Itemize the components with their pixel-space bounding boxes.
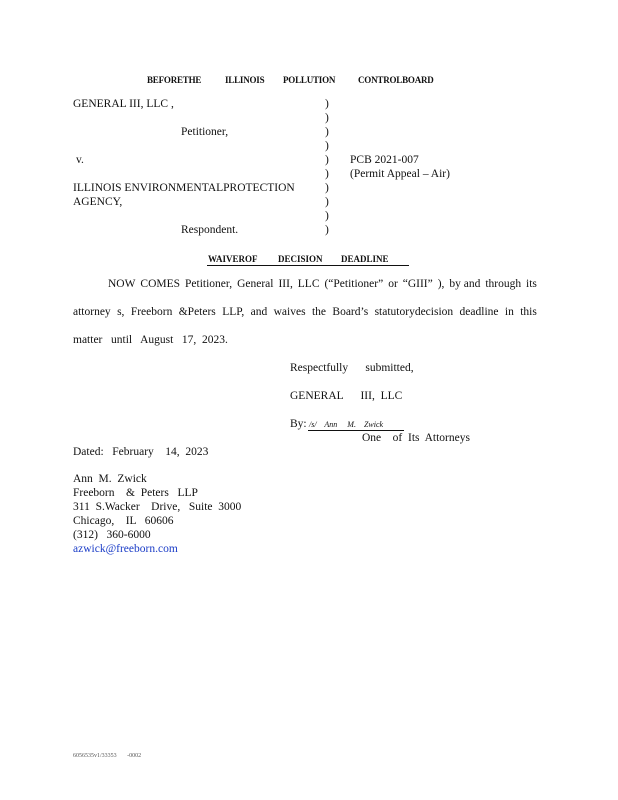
body-word: deadline [459, 306, 499, 318]
contact-email-link[interactable]: azwick@freeborn.com [73, 543, 178, 555]
contact-name: Ann M. Zwick [73, 473, 147, 485]
body-word: this [520, 306, 537, 318]
by-label: By: [290, 418, 307, 430]
title-word-3: DEADLINE [341, 254, 389, 264]
body-word: through [485, 278, 522, 290]
body-word: Board’s [332, 306, 369, 318]
caption-paren: ) [325, 140, 329, 152]
caption-paren: ) [325, 168, 329, 180]
body-word: NOW [108, 278, 136, 290]
body-word: Freeborn [130, 306, 173, 318]
respondent-name-line2: AGENCY, [73, 196, 123, 208]
body-word: waives [273, 306, 306, 318]
case-number: PCB 2021-007 [350, 154, 419, 166]
caption-paren: ) [325, 112, 329, 124]
title-word-1: WAIVEROF [208, 254, 258, 264]
body-word: General [237, 278, 274, 290]
contact-address: 311 S.Wacker Drive, Suite 3000 [73, 501, 242, 513]
attorney-of: One of Its Attorneys [362, 432, 470, 444]
body-word: LLC [297, 278, 320, 290]
body-word: (“Petitioner” [324, 278, 384, 290]
body-word: by and [449, 278, 481, 290]
body-word: the [311, 306, 327, 318]
body-line-1 [108, 278, 537, 290]
body-line-3: matter until August 17, 2023. [73, 334, 228, 346]
title-word-2: DECISION [278, 254, 323, 264]
body-word: &Peters [178, 306, 216, 318]
electronic-signature: /s/ Ann M. Zwick [309, 420, 384, 429]
petitioner-role: Petitioner, [181, 126, 229, 138]
case-type: (Permit Appeal – Air) [350, 168, 450, 180]
header-word-3: POLLUTION [283, 75, 336, 85]
contact-firm: Freeborn & Peters LLP [73, 487, 198, 499]
caption-paren: ) [325, 126, 329, 138]
respondent-name-line1: ILLINOIS ENVIRONMENTALPROTECTION [73, 182, 295, 194]
body-word: its [526, 278, 537, 290]
body-word: s, [117, 306, 125, 318]
contact-city: Chicago, IL 60606 [73, 515, 174, 527]
signing-company: GENERAL III, LLC [290, 390, 403, 402]
body-word: Petitioner, [185, 278, 233, 290]
caption-paren: ) [325, 196, 329, 208]
body-word: and [250, 306, 268, 318]
body-word: LLP, [222, 306, 245, 318]
body-word: III, [278, 278, 293, 290]
closing: Respectfully submitted, [290, 362, 414, 374]
header-word-4: CONTROLBOARD [358, 75, 434, 85]
caption-paren: ) [325, 224, 329, 236]
caption-paren: ) [325, 182, 329, 194]
versus: v. [76, 154, 84, 166]
body-word: “GIII” [402, 278, 433, 290]
caption-paren: ) [325, 98, 329, 110]
body-line-2 [73, 306, 537, 318]
header-word-1: BEFORETHE [147, 75, 202, 85]
body-word: attorney [73, 306, 111, 318]
petitioner-name: GENERAL III, LLC , [73, 98, 174, 110]
signature-line [308, 430, 404, 431]
document-id-footer: 6056535v1/33353 -0002 [73, 753, 142, 759]
header-word-2: ILLINOIS [225, 75, 265, 85]
body-word: in [504, 306, 514, 318]
body-word: or [388, 278, 398, 290]
body-word: statutorydecision [374, 306, 454, 318]
caption-paren: ) [325, 210, 329, 222]
respondent-role: Respondent. [181, 224, 239, 236]
caption-paren: ) [325, 154, 329, 166]
dated: Dated: February 14, 2023 [73, 446, 209, 458]
body-word: COMES [140, 278, 181, 290]
contact-phone: (312) 360-6000 [73, 529, 151, 541]
body-word: ), [437, 278, 445, 290]
